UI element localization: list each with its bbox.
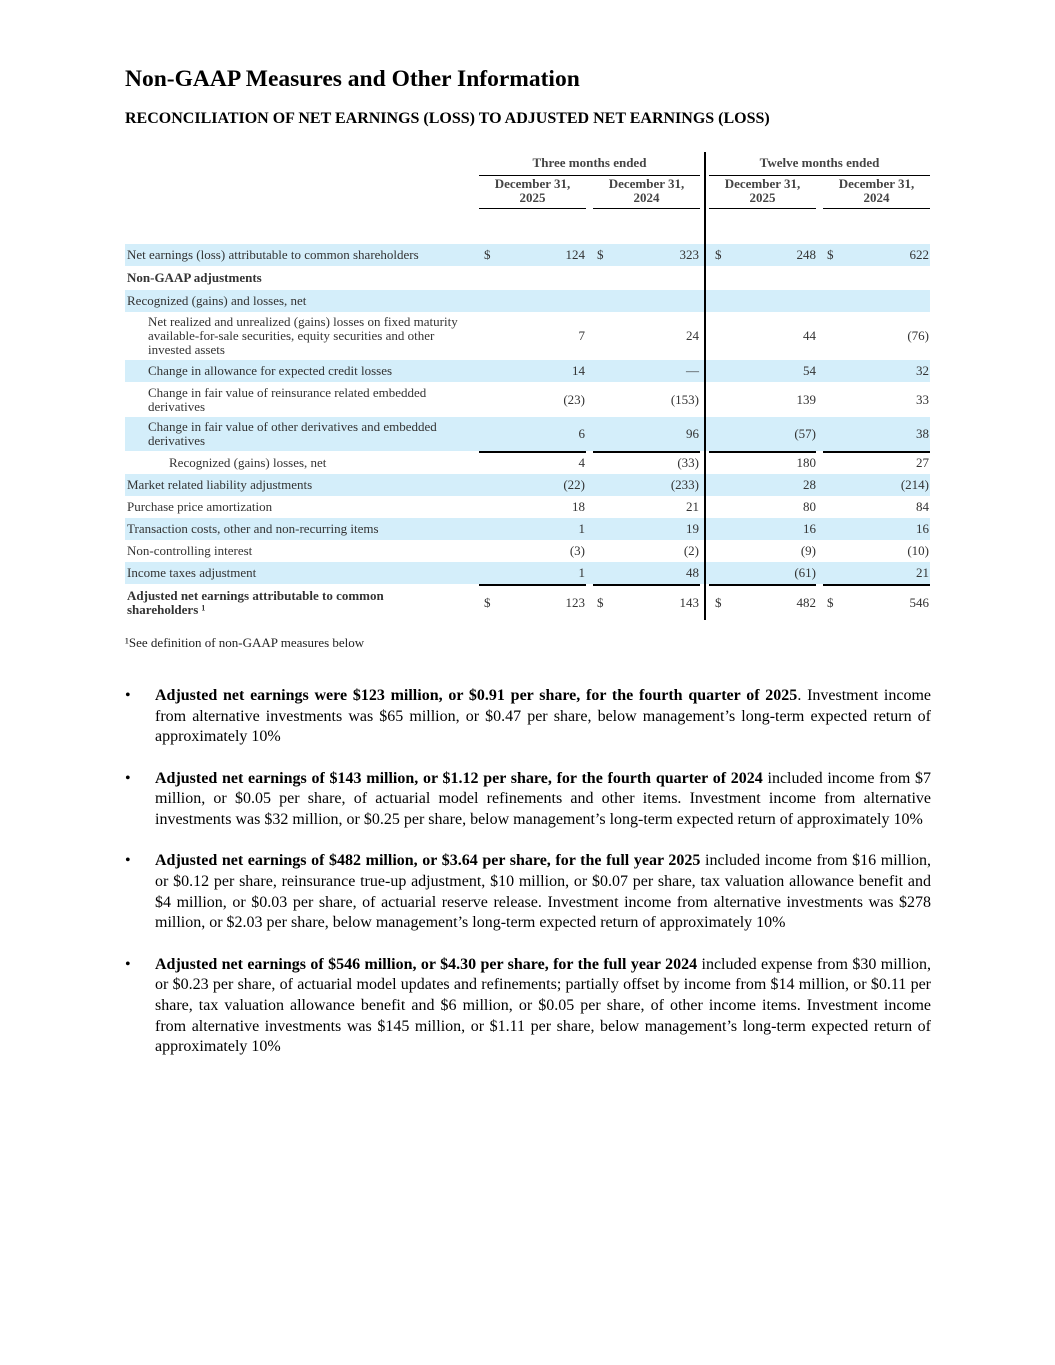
bullet-text: Adjusted net earnings of $482 million, or $3.64 per share, for the full year 2025 included income from $16 million, or $0.12 per share, reinsurance true-up adjustment, $10 million, or $0.07 per share, tax valuation allowance benefit and $4 million, or $0.03 per share, of actuarial reserve release. Investment income from alternative investments was $278 million, or $2.03 per share, below management’s long-term expected return of approximately 10% <box>155 852 932 932</box>
value-cell <box>593 290 699 312</box>
column-header: December 31, 2025 <box>709 177 816 209</box>
value-cell: 33 <box>916 391 929 407</box>
bullet-heading: Adjusted net earnings of $143 million, or $1.12 per share, for the fourth quarter of 2024 <box>155 769 763 787</box>
value-cell: 180 <box>796 455 816 470</box>
bullet-text: Adjusted net earnings were $123 million, or $0.91 per share, for the fourth quarter of 2025. Investment income from alternative investments was $65 million, or $0.47 per share, below management’s long-term expected return of approximately 10% <box>155 687 932 746</box>
value-cell: 622 <box>909 247 929 262</box>
footnote: ¹See definition of non-GAAP measures below <box>125 635 365 650</box>
value-cell: (61) <box>794 565 816 580</box>
bullet-item <box>125 955 931 1059</box>
value-cell: 24 <box>686 328 699 343</box>
value-cell: 54 <box>803 363 816 378</box>
value-cell: 16 <box>916 521 929 536</box>
value-cell: 84 <box>916 499 929 514</box>
table-row <box>125 244 930 266</box>
value-cell: 80 <box>803 499 816 514</box>
page-title: Non-GAAP Measures and Other Information <box>125 66 580 92</box>
value-cell <box>479 267 585 289</box>
subtotal-rule <box>479 451 586 453</box>
table-row <box>125 452 930 474</box>
subtotal-rule <box>823 451 930 453</box>
bullet-marker: • <box>125 955 131 973</box>
table-row <box>125 360 930 382</box>
row-label: Income taxes adjustment <box>127 565 257 580</box>
subtotal-rule <box>709 584 816 586</box>
value-cell <box>709 290 816 312</box>
value-cell: 4 <box>578 455 585 470</box>
value-cell: (153) <box>670 391 699 407</box>
value-cell: 1 <box>578 521 585 536</box>
value-cell <box>593 267 699 289</box>
value-cell: 96 <box>686 426 699 441</box>
table-row <box>125 540 930 562</box>
bullet-marker: • <box>125 852 131 870</box>
table-row <box>125 383 930 416</box>
value-cell: 21 <box>916 565 929 580</box>
value-cell: 248 <box>796 247 816 262</box>
table-row <box>125 313 930 359</box>
value-cell <box>823 267 929 289</box>
value-cell <box>709 267 816 289</box>
value-cell: 32 <box>916 363 929 378</box>
currency-symbol: $ <box>597 247 604 262</box>
row-label: Recognized (gains) and losses, net <box>127 293 307 308</box>
group-header-twelve-months: Twelve months ended <box>709 155 930 176</box>
value-cell: 44 <box>803 328 816 343</box>
currency-symbol: $ <box>597 594 604 610</box>
column-header: December 31, 2024 <box>593 177 700 209</box>
value-cell: 14 <box>572 363 585 378</box>
bullet-item <box>125 769 931 831</box>
value-cell: (10) <box>907 543 929 558</box>
value-cell: 323 <box>679 247 699 262</box>
value-cell <box>479 290 585 312</box>
value-cell: (3) <box>569 543 585 558</box>
subtotal-rule <box>593 584 700 586</box>
value-cell: 1 <box>578 565 585 580</box>
value-cell: — <box>686 363 699 378</box>
bullet-item <box>125 686 931 748</box>
value-cell: (9) <box>800 543 816 558</box>
column-header: December 31, 2024 <box>823 177 930 209</box>
value-cell: (23) <box>563 391 585 407</box>
currency-symbol: $ <box>827 594 834 610</box>
currency-symbol: $ <box>715 594 722 610</box>
subtotal-rule <box>479 584 586 586</box>
value-cell: (233) <box>670 477 699 492</box>
value-cell: (57) <box>794 426 816 441</box>
value-cell: 28 <box>803 477 816 492</box>
value-cell: 16 <box>803 521 816 536</box>
group-header-three-months: Three months ended <box>479 155 700 176</box>
row-label: Market related liability adjustments <box>127 477 313 492</box>
bullet-item <box>125 851 931 934</box>
value-cell: (22) <box>563 477 585 492</box>
currency-symbol: $ <box>715 247 722 262</box>
subtotal-rule <box>823 584 930 586</box>
table-row <box>125 290 930 312</box>
bullet-heading: Adjusted net earnings of $482 million, or $3.64 per share, for the full year 2025 <box>155 852 701 870</box>
row-label: Change in fair value of reinsurance related embedded derivatives <box>148 384 427 414</box>
table-title: RECONCILIATION OF NET EARNINGS (LOSS) TO ADJUSTED NET EARNINGS (LOSS) <box>125 110 770 127</box>
reconciliation-table <box>125 152 930 620</box>
row-label: Change in fair value of other derivatives and embedded derivatives <box>148 419 437 448</box>
row-label: Transaction costs, other and non-recurring items <box>127 521 379 536</box>
column-header: December 31, 2025 <box>479 177 586 209</box>
table-row <box>125 474 930 496</box>
bullet-text: Adjusted net earnings of $546 million, or $4.30 per share, for the full year 2024 included expense from $30 million, or $0.23 per share, of actuarial model updates and refinements; partially offset by income from $14 million, or $0.11 per share, tax valuation allowance benefit and $6 million, or $0.05 per share, of other income items. Investment income from alternative investments was $145 million, or $1.11 per share, below management’s long-term expected return of approximately 10% <box>155 955 932 1056</box>
value-cell: 124 <box>565 247 585 262</box>
value-cell: 6 <box>578 426 585 441</box>
value-cell: (214) <box>900 477 929 492</box>
bullet-heading: Adjusted net earnings of $546 million, or $4.30 per share, for the full year 2024 <box>155 955 698 973</box>
table-row <box>125 267 930 289</box>
value-cell <box>823 290 929 312</box>
table-row <box>125 585 930 620</box>
value-cell: (2) <box>683 543 699 558</box>
subtotal-rule <box>709 451 816 453</box>
row-label: Recognized (gains) losses, net <box>169 455 327 470</box>
value-cell: 139 <box>796 391 816 407</box>
value-cell: 143 <box>679 594 699 610</box>
row-label: Change in allowance for expected credit losses <box>148 363 393 378</box>
value-cell: 7 <box>578 328 585 343</box>
value-cell: 123 <box>565 594 585 610</box>
value-cell: 27 <box>916 455 929 470</box>
value-cell: 19 <box>686 521 699 536</box>
table-row <box>125 562 930 584</box>
value-cell: 18 <box>572 499 585 514</box>
row-label: Non-GAAP adjustments <box>127 270 262 285</box>
subtotal-rule <box>593 451 700 453</box>
currency-symbol: $ <box>484 594 491 610</box>
value-cell: (76) <box>907 328 929 343</box>
table-row <box>125 496 930 518</box>
value-cell: 21 <box>686 499 699 514</box>
currency-symbol: $ <box>827 247 834 262</box>
value-cell: 482 <box>796 594 816 610</box>
bullet-text: Adjusted net earnings of $143 million, or $1.12 per share, for the fourth quarter of 2024 included income from $7 million, or $0.05 per share, of actuarial model refinements and other items. Investment income from alternative investments was $32 million, or $0.25 per share, below management’s long-term expected return of approximately 10% <box>155 769 931 829</box>
bullet-marker: • <box>125 687 131 704</box>
table-row <box>125 518 930 540</box>
row-label: Non-controlling interest <box>127 543 253 558</box>
value-cell: 48 <box>686 565 699 580</box>
table-row <box>125 417 930 451</box>
row-label: Adjusted net earnings attributable to common shareholders ¹ <box>127 587 384 617</box>
value-cell: (33) <box>677 455 699 470</box>
bullet-marker: • <box>125 769 131 787</box>
bullet-list <box>125 686 931 1079</box>
value-cell: 546 <box>909 594 929 610</box>
row-label: Net realized and unrealized (gains) losses on fixed maturity available-for-sale securities, equity securities and other invested assets <box>148 314 458 357</box>
value-cell: 38 <box>916 426 929 441</box>
currency-symbol: $ <box>484 247 491 262</box>
row-label: Net earnings (loss) attributable to common shareholders <box>127 247 419 262</box>
row-label: Purchase price amortization <box>127 499 273 514</box>
bullet-heading: Adjusted net earnings were $123 million, or $0.91 per share, for the fourth quarter of 2025 <box>155 687 798 704</box>
